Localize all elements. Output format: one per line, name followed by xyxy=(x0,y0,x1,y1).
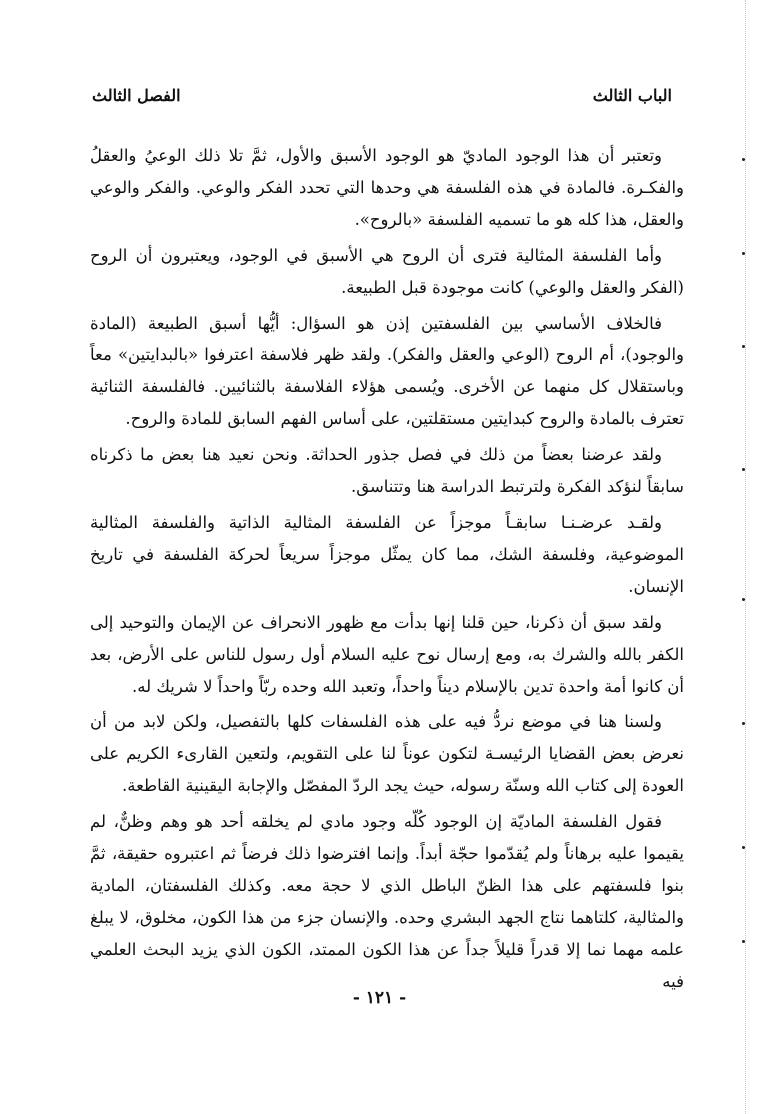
paragraph: ولسنا هنا في موضع نردُّ فيه على هذه الفلسفات كلها بالتفصيل، ولكن لابد من أن نعرض بعض القضايا الرئيسـة لتكون عوناً لنا على التقويم، ولتعين القارىء الكريم على العودة إلى كتاب الله وسنّة رسوله، حيث يجد الردّ المفصّل والإجابة اليقينية القاطعة. xyxy=(90,712,684,796)
margin-mark xyxy=(742,846,745,849)
running-header xyxy=(92,86,672,112)
chapter-title: الفصل الثالث xyxy=(92,86,181,105)
margin-mark xyxy=(742,722,745,725)
paragraph: فقول الفلسفة الماديّة إن الوجود كُلّه وجود مادي لم يخلقه أحد هو وهم وظنٌّ، لم يقيموا عليه برهاناً ولم يُقدّموا حجّة أبداً. وإنما افترضوا ذلك فرضاً ثم اعتبروه حقيقة، ثمَّ بنوا فلسفتهم على هذا الظنّ الباطل الذي لا حجة معه. وكذلك الفلسفتان، المادية والمثالية، كلتاهما نتاج الجهد البشري وحده. والإنسان جزء من هذا الكون، مخلوق، لا يبلغ علمه مهما نما إلا قدراً قليلاً جداً عن هذا الكون الممتد، الكون الذي يزيد البحث العلمي فيه xyxy=(90,812,685,991)
paragraph: ولقـد عرضـنـا سابقـاً موجزاً عن الفلسفة المثالية الذاتية والفلسفة المثالية الموضوعية، وفلسفة الشك، مما كان يمثّل موجزاً سريعاً لحركة الفلسفة في تاريخ الإنسان. xyxy=(90,512,684,596)
paragraph: فالخلاف الأساسي بين الفلسفتين إذن هو السؤال: أيُّها أسبق الطبيعة (المادة والوجود)، أم الروح (الوعي والعقل والفكر). ولقد ظهر فلاسفة اعترفوا «بالبدايتين» معاً وباستقلال كل منهما عن الأخرى. ويُسمى هؤلاء الفلاسفة بالثنائيين. فالفلسفة الثنائية تعترف بالمادة والروح كبدايتين مستقلتين، على أساس الفهم السابق للمادة والروح. xyxy=(90,313,684,429)
margin-mark xyxy=(742,940,745,943)
margin-mark xyxy=(742,158,745,161)
margin-mark xyxy=(742,468,745,471)
margin-mark xyxy=(742,345,745,348)
margin-mark xyxy=(742,598,745,601)
body-text xyxy=(90,140,684,1002)
page-number: - ١٢١ - xyxy=(352,988,407,1008)
paragraph: وأما الفلسفة المثالية فترى أن الروح هي الأسبق في الوجود، ويعتبرون أن الروح (الفكر والعقل والوعي) كانت موجودة قبل الطبيعة. xyxy=(90,245,684,297)
binding-edge xyxy=(745,0,746,1114)
paragraph: ولقد سبق أن ذكرنا، حين قلنا إنها بدأت مع ظهور الانحراف عن الإيمان والتوحيد إلى الكفر بالله والشرك به، ومع إرسال نوح عليه السلام أول رسول للناس على الأرض، بعد أن كانوا أمة واحدة تدين بالإسلام ديناً واحداً، وتعبد الله وحده ربّاً واحداً لا شريك له. xyxy=(90,612,684,696)
paragraph: ولقد عرضنا بعضاً من ذلك في فصل جذور الحداثة. ونحن نعيد هنا بعض ما ذكرناه سابقاً لنؤكد الفكرة ولترتبط الدراسة هنا وتتناسق. xyxy=(90,445,684,497)
margin-mark xyxy=(742,252,745,255)
paragraph: وتعتبر أن هذا الوجود الماديّ هو الوجود الأسبق والأول، ثمَّ تلا ذلك الوعيُ والعقلُ والفكـرة. فالمادة في هذه الفلسفة هي وحدها التي تحدد الفكر والوعي. والفكر والوعي والعقل، هذا كله هو ما تسميه الفلسفة «بالروح». xyxy=(90,146,684,229)
part-title: الباب الثالث xyxy=(592,86,672,105)
